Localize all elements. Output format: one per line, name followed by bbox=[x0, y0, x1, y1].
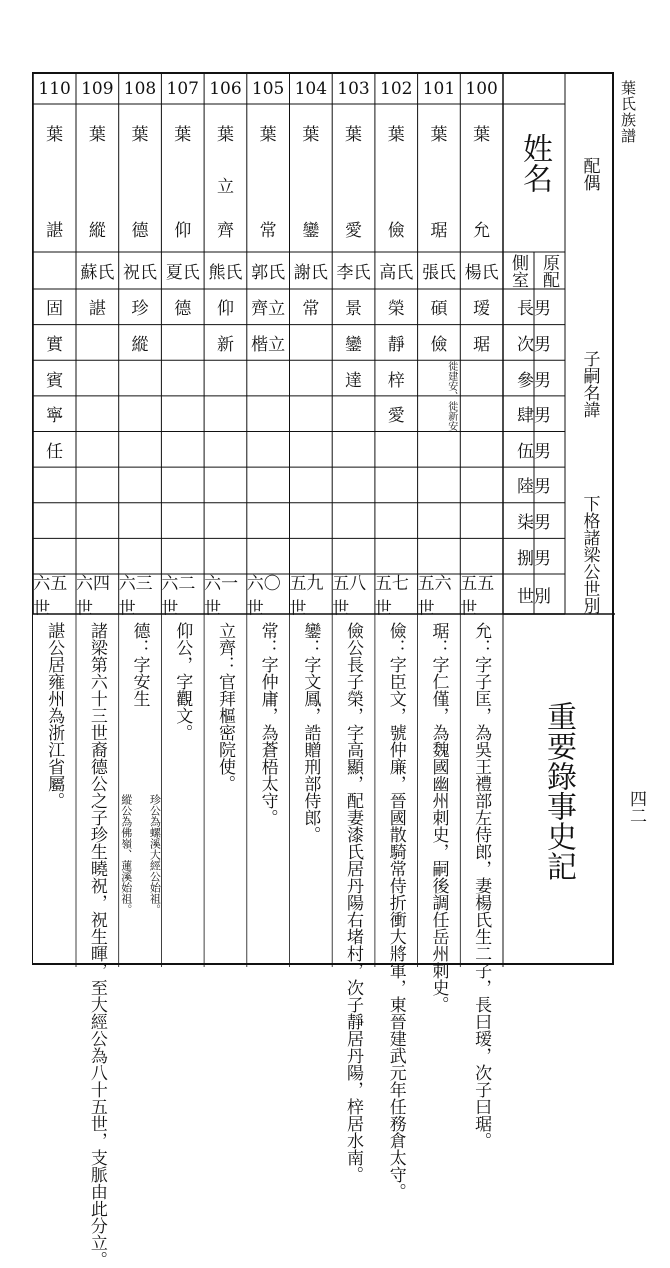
person-id: 105 bbox=[251, 79, 285, 99]
son-name: 楷立 bbox=[251, 334, 286, 355]
page-number: 四二 bbox=[626, 790, 646, 824]
person-generation: 五九世 bbox=[289, 574, 324, 619]
person-generation: 五五世 bbox=[460, 574, 495, 619]
header-son-order: 柒男 bbox=[517, 513, 551, 534]
header-son-order: 肆男 bbox=[517, 406, 551, 427]
person-given-name: 縱 bbox=[88, 220, 106, 241]
person-id: 102 bbox=[380, 79, 413, 99]
person-id: 109 bbox=[81, 79, 114, 99]
header-son-order: 次男 bbox=[517, 334, 551, 355]
person-record: 儉公長子榮，字高顯，配妻漆氏居丹陽右堵村，次子靜居丹陽，梓居水南。 bbox=[343, 622, 364, 1183]
record-note: 縱公為佛嶺、蓮溪始祖。 bbox=[119, 793, 133, 915]
person-given-name: 德 bbox=[131, 220, 149, 241]
genealogy-table bbox=[32, 72, 614, 1268]
header-son-order: 參男 bbox=[517, 370, 551, 391]
header-son-order: 陸男 bbox=[517, 477, 551, 498]
person-spouse: 李氏 bbox=[336, 263, 371, 283]
son-name: 榮 bbox=[387, 299, 405, 320]
person-record: 常：字仲庸，為蒼梧太守。 bbox=[257, 622, 278, 826]
person-given-name: 愛 bbox=[345, 220, 363, 241]
person-surname: 葉 bbox=[473, 124, 491, 145]
son-name: 景 bbox=[345, 299, 363, 320]
person-given-name: 常 bbox=[259, 220, 277, 241]
person-id: 107 bbox=[166, 79, 199, 99]
header-sons-note: 下格諸梁公世別 bbox=[579, 494, 600, 614]
book-title: 葉氏族譜 bbox=[619, 80, 637, 144]
person-generation: 五六世 bbox=[417, 574, 452, 619]
person-generation: 六三世 bbox=[118, 574, 153, 619]
person-given-name: 鑾 bbox=[302, 220, 320, 241]
son-name: 儉 bbox=[430, 334, 448, 355]
son-name: 諶 bbox=[88, 299, 106, 320]
person-given-name: 琚 bbox=[430, 220, 448, 241]
person-id: 108 bbox=[123, 79, 157, 99]
son-name: 縱 bbox=[131, 334, 149, 355]
header-generation: 世別 bbox=[517, 586, 551, 607]
son-name: 瑷 bbox=[473, 299, 491, 320]
son-name: 寧 bbox=[46, 406, 64, 427]
son-name: 賓 bbox=[46, 370, 64, 391]
person-spouse: 高氏 bbox=[379, 263, 414, 283]
son-name: 梓 bbox=[387, 370, 405, 391]
header-name: 姓名 bbox=[517, 133, 552, 193]
person-generation: 六五世 bbox=[33, 574, 68, 619]
person-surname: 葉 bbox=[216, 124, 234, 145]
son-name: 實 bbox=[46, 334, 64, 355]
person-given-name: 齊 bbox=[216, 220, 234, 241]
person-surname: 葉 bbox=[387, 124, 405, 145]
son-name: 齊立 bbox=[251, 299, 286, 320]
records-title: 重要錄事史記 bbox=[541, 700, 576, 881]
son-name: 愛 bbox=[387, 406, 405, 427]
person-id: 110 bbox=[38, 79, 71, 99]
header-sons-label: 子嗣名諱 bbox=[579, 350, 600, 418]
person-id: 101 bbox=[422, 79, 456, 99]
person-record: 琚：字仁僅，為魏國幽州刺史，嗣後調任岳州刺史。 bbox=[428, 622, 449, 1013]
person-record: 諶公居雍州為浙江省屬。 bbox=[44, 622, 65, 809]
person-spouse: 祝氏 bbox=[123, 263, 158, 283]
person-surname: 葉 bbox=[46, 124, 64, 145]
person-surname: 葉 bbox=[131, 124, 149, 145]
person-given-name: 儉 bbox=[387, 220, 405, 241]
person-record: 諸梁第六十三世裔德公之子珍生曉祝，祝生暉，至大經公為八十五世，支脈由此分立。 bbox=[86, 622, 107, 1268]
person-given-name: 諶 bbox=[46, 220, 64, 241]
son-name: 仰 bbox=[216, 299, 234, 320]
person-generation: 五七世 bbox=[374, 574, 409, 619]
person-id: 104 bbox=[294, 79, 328, 99]
person-generation: 六〇世 bbox=[246, 574, 281, 619]
person-spouse: 張氏 bbox=[421, 263, 456, 283]
son-name: 靜 bbox=[387, 334, 405, 355]
header-son-order: 長男 bbox=[517, 299, 551, 320]
header-son-order: 伍男 bbox=[517, 441, 551, 462]
person-generation: 六二世 bbox=[161, 574, 196, 619]
person-record: 鑾：字文鳳，誥贈刑部侍郎。 bbox=[300, 622, 321, 843]
person-generation: 五八世 bbox=[332, 574, 367, 619]
person-given-name: 允 bbox=[473, 220, 491, 241]
sons-note: 徙建安、徙新安 bbox=[445, 360, 457, 431]
person-spouse: 郭氏 bbox=[251, 263, 286, 283]
son-name: 碩 bbox=[430, 299, 448, 320]
person-surname: 葉 bbox=[302, 124, 320, 145]
son-name: 德 bbox=[174, 299, 192, 320]
person-record: 允：字子匡，為吳王禮部左侍郎，妻楊氏生二子，長曰瑷，次子曰琚。 bbox=[471, 622, 492, 1149]
person-generation: 六四世 bbox=[76, 574, 110, 619]
son-name: 常 bbox=[302, 299, 320, 320]
person-spouse: 熊氏 bbox=[208, 263, 243, 283]
son-name: 琚 bbox=[473, 334, 491, 355]
person-given-name: 仰 bbox=[174, 220, 192, 241]
header-spouse-type: 原配 bbox=[539, 253, 559, 288]
person-spouse: 謝氏 bbox=[293, 263, 328, 283]
son-name: 固 bbox=[46, 299, 64, 320]
person-surname: 葉 bbox=[88, 124, 106, 145]
son-name: 達 bbox=[345, 370, 363, 391]
header-spouse-type: 側室 bbox=[508, 253, 528, 288]
person-spouse: 夏氏 bbox=[165, 263, 200, 283]
person-surname: 葉 bbox=[259, 124, 277, 145]
header-son-order: 捌男 bbox=[517, 548, 551, 569]
header-spouse-label: 配偶 bbox=[579, 157, 600, 191]
son-name: 珍 bbox=[131, 299, 149, 320]
person-generation: 六一世 bbox=[204, 574, 239, 619]
person-record: 仰公，字觀文。 bbox=[172, 622, 193, 741]
person-given-name-1: 立 bbox=[216, 176, 234, 197]
person-id: 103 bbox=[337, 79, 370, 99]
person-id: 106 bbox=[209, 79, 242, 99]
person-record: 德：字安生 bbox=[129, 622, 150, 707]
person-record: 儉：字臣文，號仲廉，晉國散騎常侍折衝大將軍，東晉建武元年任務倉太守。 bbox=[385, 622, 406, 1200]
son-name: 任 bbox=[46, 441, 64, 462]
record-note: 珍公為螺溪大經公始祖。 bbox=[148, 793, 162, 915]
son-name: 鑾 bbox=[345, 334, 363, 355]
person-id: 100 bbox=[465, 79, 498, 99]
son-name: 新 bbox=[216, 334, 234, 355]
person-surname: 葉 bbox=[430, 124, 448, 145]
person-surname: 葉 bbox=[174, 124, 192, 145]
person-spouse: 蘇氏 bbox=[80, 263, 115, 283]
person-spouse: 楊氏 bbox=[464, 263, 499, 283]
person-surname: 葉 bbox=[345, 124, 363, 145]
person-record: 立齊：官拜樞密院使。 bbox=[214, 622, 235, 792]
